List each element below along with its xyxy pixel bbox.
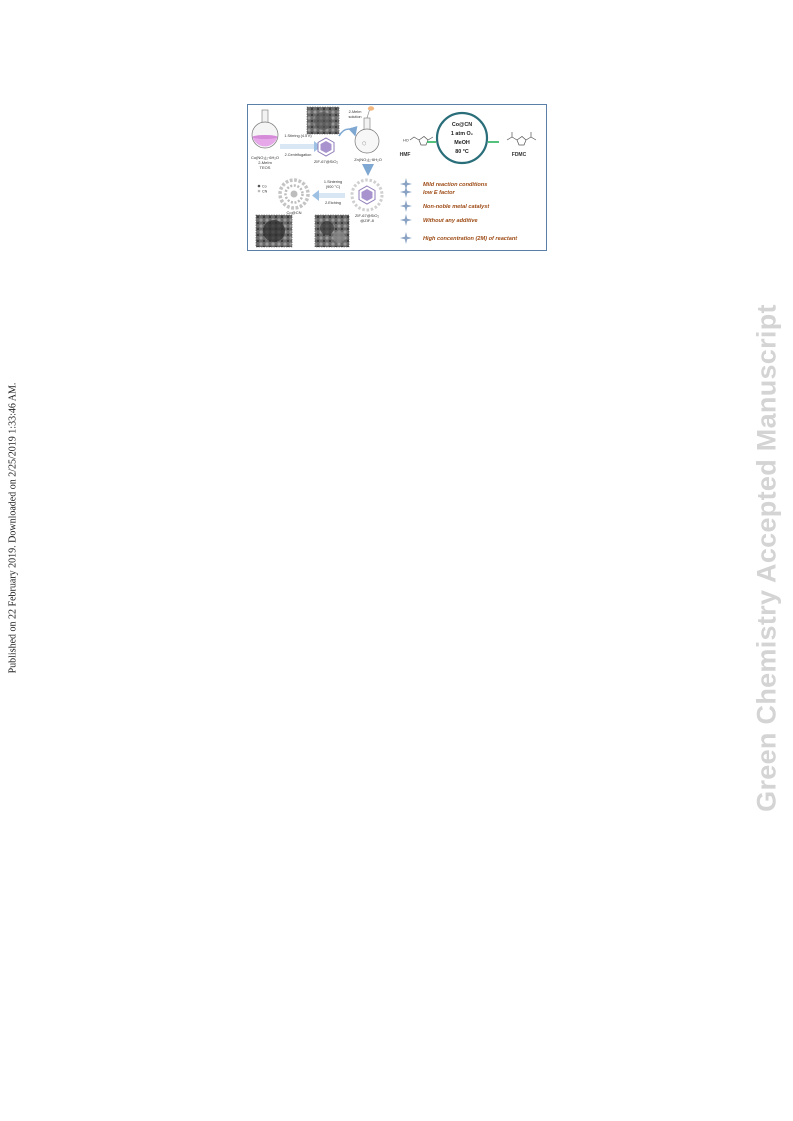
feature-5: High concentration (2M) of reactant xyxy=(423,235,518,242)
composite-label-2: @ZIF-8 xyxy=(360,218,374,223)
legend-co-dot xyxy=(258,185,261,188)
precursor-label-2: 2-MeIm xyxy=(258,160,272,165)
step-b-label-2: (900 °C) xyxy=(325,185,341,189)
reagent-label-2: solution xyxy=(348,115,362,119)
step-b-arrow-body xyxy=(319,193,345,198)
conditions-ring xyxy=(437,113,487,163)
pressure-label: 1 atm O₂ xyxy=(450,131,474,137)
graphical-abstract xyxy=(247,104,547,251)
composite-label-1: ZIF-67@SiO₂ xyxy=(354,213,380,218)
intermediate-label: ZIF-67@SiO₂ xyxy=(313,159,339,164)
reactant-label: HMF xyxy=(399,152,411,158)
legend-cn: CN xyxy=(262,189,268,194)
legend-co: Co xyxy=(262,184,267,189)
legend-cn-dot xyxy=(258,190,261,193)
graphic-border xyxy=(248,105,547,251)
feature-1: Mild reaction conditions xyxy=(423,181,488,188)
solvent-label: MeOH xyxy=(454,140,470,146)
zinc-salt-label: Zn(NO₃)₂·6H₂O xyxy=(354,157,382,162)
hmf-hydroxyl-label: HO xyxy=(403,138,409,143)
step-a-label-2: 2.Centrifugation xyxy=(284,153,312,157)
feature-3: Non-noble metal catalyst xyxy=(423,203,490,210)
catalyst-label: Co@CN xyxy=(451,122,473,128)
precursor-label-3: TEOS xyxy=(259,165,271,170)
step-a-label-1: 1.Stirring (4.5 h) xyxy=(284,134,312,138)
product-label: Co@CN xyxy=(286,210,302,215)
step-b-label-1: 1.Sintering xyxy=(323,180,343,184)
zif67-hexagon-icon xyxy=(318,138,334,156)
feature-2: low E factor xyxy=(423,189,455,196)
precursor-label-1: Co(NO₃)₂·6H₂O xyxy=(250,155,280,160)
step-b-label-3: 2.Etching xyxy=(325,201,341,205)
temperature-label: 80 °C xyxy=(455,149,469,155)
publication-note: Published on 22 February 2019. Downloaded on 2/25/2019 1:33:46 AM. xyxy=(7,382,19,674)
graphical-abstract-svg xyxy=(247,104,547,251)
svg-text:⬡: ⬡ xyxy=(362,141,367,147)
step-a-arrow-body xyxy=(280,144,314,149)
product-name-label: FDMC xyxy=(511,152,527,158)
feature-4: Without any additive xyxy=(423,217,478,224)
manuscript-watermark: Green Chemistry Accepted Manuscript xyxy=(751,304,782,812)
reagent-label-1: 2-MeIm xyxy=(348,110,362,114)
